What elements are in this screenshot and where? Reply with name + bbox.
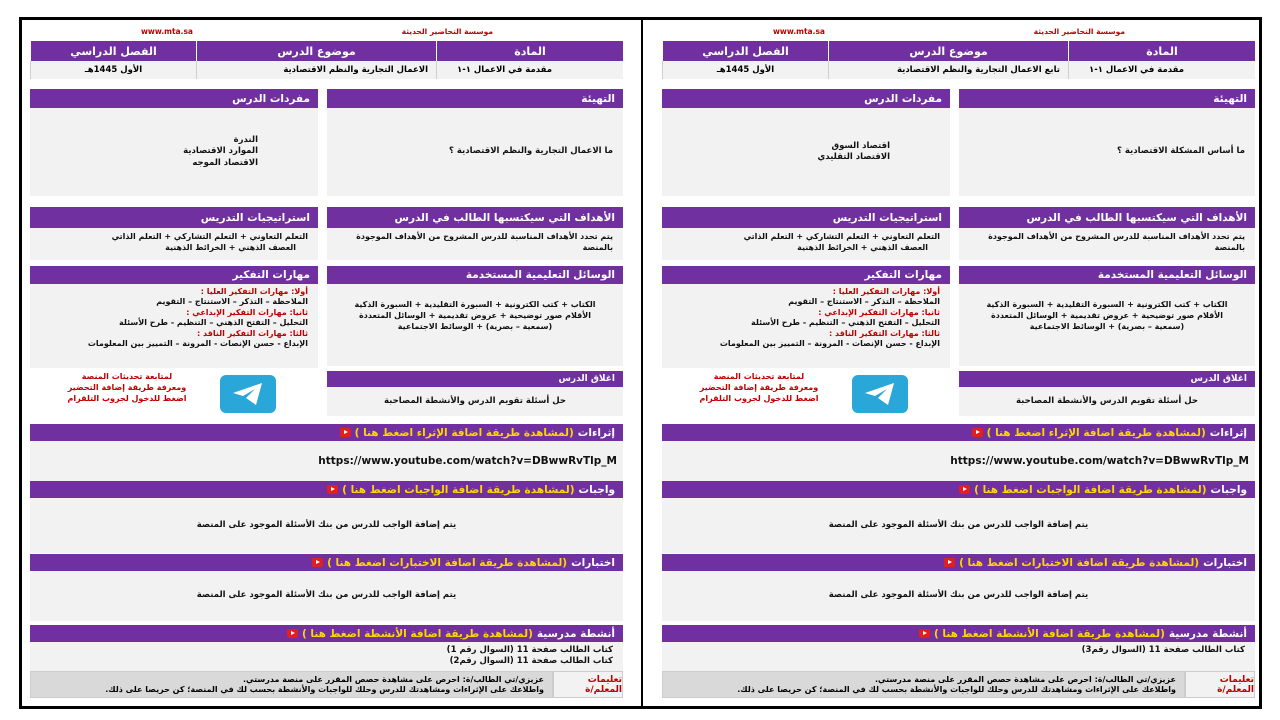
- topic-label: موضوع الدرس: [828, 41, 1068, 61]
- notes-label: تعليمات المعلم/ة: [553, 671, 623, 698]
- goals-text: يتم تحدد الأهداف المناسبة للدرس المشروح من الأهداف الموجودة بالمنصة: [959, 228, 1255, 260]
- thinking-line: الإبداع - حسن الإنصات - المرونة – التمييز بين المعلومات: [719, 338, 940, 348]
- tools-line: (سمعية – بصرية) + الوسائط الاجتماعية: [397, 321, 553, 331]
- vocab-item: اقتصاد السوق: [831, 140, 890, 151]
- vocab-box: [662, 89, 950, 196]
- tests-label: اختبارات: [1203, 556, 1247, 569]
- thinking-line: الإبداع - حسن الإنصات - المرونة – التمييز بين المعلومات: [87, 338, 308, 348]
- strategies-line: العصف الذهني + الخرائط الذهنية: [165, 242, 296, 252]
- header-labels: [662, 41, 1255, 61]
- thinking-skills-box: [30, 266, 318, 368]
- tools-box: [959, 266, 1255, 366]
- notes-line: عزيزي/تي الطالب/ة: احرص على مشاهدة حصص المقرر على منصة مدرستي.: [243, 675, 544, 684]
- tests-link[interactable]: (لمشاهدة طريقة اضافة الاختبارات اضغط هنا ): [959, 556, 1200, 569]
- organization-name: موسسة التحاضير الحديثة: [401, 27, 493, 36]
- lesson-plan-page: [30, 23, 623, 705]
- semester-value: الأول 1445هـ: [662, 61, 828, 79]
- telegram-follow-text[interactable]: لمتابعة تحديثات المنصة ومعرفة طريقة إضافة التحضير اضغط للدخول لجروب التلقرام: [67, 372, 187, 403]
- thinking-skills-box: [662, 266, 950, 368]
- tests-text: يتم إضافة الواجب للدرس من بنك الأسئلة الموجود على المنصة: [662, 571, 1255, 621]
- thinking-title: مهارات التفكير: [30, 266, 318, 284]
- homework-link[interactable]: (لمشاهدة طريقة اضافة الواجبات اضغط هنا ): [974, 483, 1207, 496]
- youtube-icon[interactable]: [340, 428, 351, 437]
- strategies-box: [30, 207, 318, 260]
- vocab-title: مفردات الدرس: [662, 89, 950, 108]
- topic-value: تابع الاعمال التجارية والنظم الاقتصادية: [828, 61, 1068, 79]
- enrichment-url[interactable]: https://www.youtube.com/watch?v=DBwwRvTlp_M: [662, 441, 1255, 481]
- notes-line: واطلاعك على الإثراءات ومشاهدتك للدرس وحلك للواجبات والأنشطة بحسب لك في المنصة؛ كن حريصا على ذلك.: [105, 685, 544, 695]
- enrichment-label: إثراءات: [577, 426, 615, 439]
- activities-section: [662, 625, 1255, 671]
- subject-value: مقدمة في الاعمال ١-١: [436, 61, 623, 79]
- youtube-icon[interactable]: [944, 558, 955, 567]
- telegram-button[interactable]: [840, 373, 920, 415]
- enrichment-label: إثراءات: [1209, 426, 1247, 439]
- close-lesson-box: [959, 371, 1255, 416]
- tools-title: الوسائل التعليمية المستخدمة: [959, 266, 1255, 284]
- header-values: [662, 61, 1255, 79]
- youtube-icon[interactable]: [287, 629, 298, 638]
- document-frame: [19, 17, 1262, 709]
- activity-item: كتاب الطالب صفحة 11 (السوال رقم3): [1081, 645, 1245, 655]
- thinking-heading: ثالثا: مهارات التفكير الناقد :: [197, 328, 308, 338]
- strategies-line: العصف الذهني + الخرائط الذهنية: [797, 242, 928, 252]
- warmup-box: [327, 89, 623, 196]
- thinking-line: الملاحظة – التذكر – الاستنتاج – التقويم: [156, 297, 308, 307]
- header-labels: [30, 41, 623, 61]
- subject-label: المادة: [1068, 41, 1255, 61]
- thinking-heading: ثالثا: مهارات التفكير الناقد :: [829, 328, 940, 338]
- enrichment-section: [662, 424, 1255, 481]
- activity-item: كتاب الطالب صفحة 11 (السوال رقم 1): [446, 645, 613, 655]
- strategies-box: [662, 207, 950, 260]
- thinking-line: التحليل – التفتح الذهني – التنظيم - طرح الأسئلة: [751, 318, 940, 328]
- thinking-title: مهارات التفكير: [662, 266, 950, 284]
- vocab-item: الموارد الاقتصادية: [183, 146, 258, 157]
- vocab-item: الاقتصاد التقليدي: [817, 152, 890, 162]
- tests-label: اختبارات: [571, 556, 615, 569]
- youtube-icon[interactable]: [959, 485, 970, 494]
- tools-line: الأقلام صور توضيحية + عروض تقديمية + الوسائل المتعددة: [991, 310, 1223, 320]
- tools-line: الكتاب + كتب الكترونية + السبورة التقليدية + السبورة الذكية: [986, 300, 1228, 309]
- thinking-heading: أولا: مهارات التفكير العليا :: [832, 287, 940, 296]
- enrichment-section: [30, 424, 623, 481]
- thinking-heading: أولا: مهارات التفكير العليا :: [200, 287, 308, 296]
- semester-label: الفصل الدراسي: [662, 41, 828, 61]
- strategies-line: التعلم التعاوني + التعلم التشاركي + التعلم الذاتي: [111, 232, 308, 241]
- warmup-text: ما أساس المشكلة الاقتصادية ؟: [959, 108, 1255, 196]
- page-divider: [641, 20, 643, 706]
- activity-item: كتاب الطالب صفحة 11 (السوال رقم2): [449, 656, 613, 667]
- tests-text: يتم إضافة الواجب للدرس من بنك الأسئلة الموجود على المنصة: [30, 571, 623, 621]
- youtube-icon[interactable]: [327, 485, 338, 494]
- close-text: حل أسئلة تقويم الدرس والأنشطة المصاحبة: [959, 387, 1255, 416]
- vocab-box: [30, 89, 318, 196]
- warmup-box: [959, 89, 1255, 196]
- goals-title: الأهداف التي سيكتسبها الطالب في الدرس: [327, 207, 623, 228]
- topic-label: موضوع الدرس: [196, 41, 436, 61]
- teacher-notes: [662, 671, 1255, 698]
- goals-title: الأهداف التي سيكتسبها الطالب في الدرس: [959, 207, 1255, 228]
- vocab-item: الاقتصاد الموجه: [192, 157, 258, 168]
- thinking-line: الملاحظة – التذكر – الاستنتاج – التقويم: [788, 297, 940, 307]
- subject-label: المادة: [436, 41, 623, 61]
- enrichment-link[interactable]: (لمشاهدة طريقة اضافة الإثراء اضغط هنا ): [986, 426, 1206, 439]
- site-url[interactable]: www.mta.sa: [773, 27, 825, 36]
- youtube-icon[interactable]: [312, 558, 323, 567]
- telegram-icon: [220, 375, 276, 413]
- notes-label: تعليمات المعلم/ة: [1185, 671, 1255, 698]
- warmup-title: التهيئة: [327, 89, 623, 108]
- topic-value: الاعمال التجارية والنظم الاقتصادية: [196, 61, 436, 79]
- activities-label: أنشطة مدرسية: [1168, 627, 1247, 640]
- semester-value: الأول 1445هـ: [30, 61, 196, 79]
- activities-link[interactable]: (لمشاهدة طريقة اضافة الأنشطة اضغط هنا ): [301, 627, 533, 640]
- telegram-icon: [852, 375, 908, 413]
- close-title: اغلاق الدرس: [327, 371, 623, 387]
- tests-section: [30, 554, 623, 621]
- homework-section: [30, 481, 623, 553]
- teacher-notes: [30, 671, 623, 698]
- tools-title: الوسائل التعليمية المستخدمة: [327, 266, 623, 284]
- goals-box: [327, 207, 623, 260]
- homework-text: يتم إضافة الواجب للدرس من بنك الأسئلة الموجود على المنصة: [662, 498, 1255, 553]
- activities-label: أنشطة مدرسية: [536, 627, 615, 640]
- youtube-icon[interactable]: [919, 629, 930, 638]
- tools-box: [327, 266, 623, 366]
- header-values: [30, 61, 623, 79]
- homework-label: واجبات: [1210, 483, 1247, 496]
- thinking-line: التحليل – التفتح الذهني – التنظيم - طرح الأسئلة: [119, 318, 308, 328]
- homework-label: واجبات: [578, 483, 615, 496]
- telegram-button[interactable]: [208, 373, 288, 415]
- strategies-title: استراتيجيات التدريس: [662, 207, 950, 228]
- notes-line: واطلاعك على الإثراءات ومشاهدتك للدرس وحلك للواجبات والأنشطة بحسب لك في المنصة؛ كن حريصا على ذلك.: [737, 685, 1176, 695]
- activities-link[interactable]: (لمشاهدة طريقة اضافة الأنشطة اضغط هنا ): [933, 627, 1165, 640]
- site-url[interactable]: www.mta.sa: [141, 27, 193, 36]
- goals-box: [959, 207, 1255, 260]
- warmup-title: التهيئة: [959, 89, 1255, 108]
- subject-value: مقدمة في الاعمال ١-١: [1068, 61, 1255, 79]
- homework-text: يتم إضافة الواجب للدرس من بنك الأسئلة الموجود على المنصة: [30, 498, 623, 553]
- tools-line: (سمعية – بصرية) + الوسائط الاجتماعية: [1029, 321, 1185, 331]
- homework-link[interactable]: (لمشاهدة طريقة اضافة الواجبات اضغط هنا ): [342, 483, 575, 496]
- tests-section: [662, 554, 1255, 621]
- notes-line: عزيزي/تي الطالب/ة: احرص على مشاهدة حصص المقرر على منصة مدرستي.: [875, 675, 1176, 684]
- tools-line: الكتاب + كتب الكترونية + السبورة التقليدية + السبورة الذكية: [354, 300, 596, 309]
- close-lesson-box: [327, 371, 623, 416]
- strategies-title: استراتيجيات التدريس: [30, 207, 318, 228]
- vocab-title: مفردات الدرس: [30, 89, 318, 108]
- enrichment-url[interactable]: https://www.youtube.com/watch?v=DBwwRvTlp_M: [30, 441, 623, 481]
- goals-text: يتم تحدد الأهداف المناسبة للدرس المشروح من الأهداف الموجودة بالمنصة: [327, 228, 623, 260]
- vocab-item: الندرة: [233, 134, 258, 145]
- tests-link[interactable]: (لمشاهدة طريقة اضافة الاختبارات اضغط هنا ): [327, 556, 568, 569]
- organization-name: موسسة التحاضير الحديثة: [1033, 27, 1125, 36]
- close-text: حل أسئلة تقويم الدرس والأنشطة المصاحبة: [327, 387, 623, 416]
- close-title: اغلاق الدرس: [959, 371, 1255, 387]
- activities-section: [30, 625, 623, 671]
- warmup-text: ما الاعمال التجارية والنظم الاقتصادية ؟: [327, 108, 623, 196]
- youtube-icon[interactable]: [972, 428, 983, 437]
- enrichment-link[interactable]: (لمشاهدة طريقة اضافة الإثراء اضغط هنا ): [354, 426, 574, 439]
- thinking-heading: ثانيا: مهارات التفكير الإبداعي :: [186, 307, 308, 317]
- homework-section: [662, 481, 1255, 553]
- tools-line: الأقلام صور توضيحية + عروض تقديمية + الوسائل المتعددة: [359, 310, 591, 320]
- strategies-line: التعلم التعاوني + التعلم التشاركي + التعلم الذاتي: [743, 232, 940, 241]
- semester-label: الفصل الدراسي: [30, 41, 196, 61]
- thinking-heading: ثانيا: مهارات التفكير الإبداعي :: [818, 307, 940, 317]
- telegram-follow-text[interactable]: لمتابعة تحديثات المنصة ومعرفة طريقة إضافة التحضير اضغط للدخول لجروب التلقرام: [699, 372, 819, 403]
- lesson-plan-page: [662, 23, 1255, 705]
